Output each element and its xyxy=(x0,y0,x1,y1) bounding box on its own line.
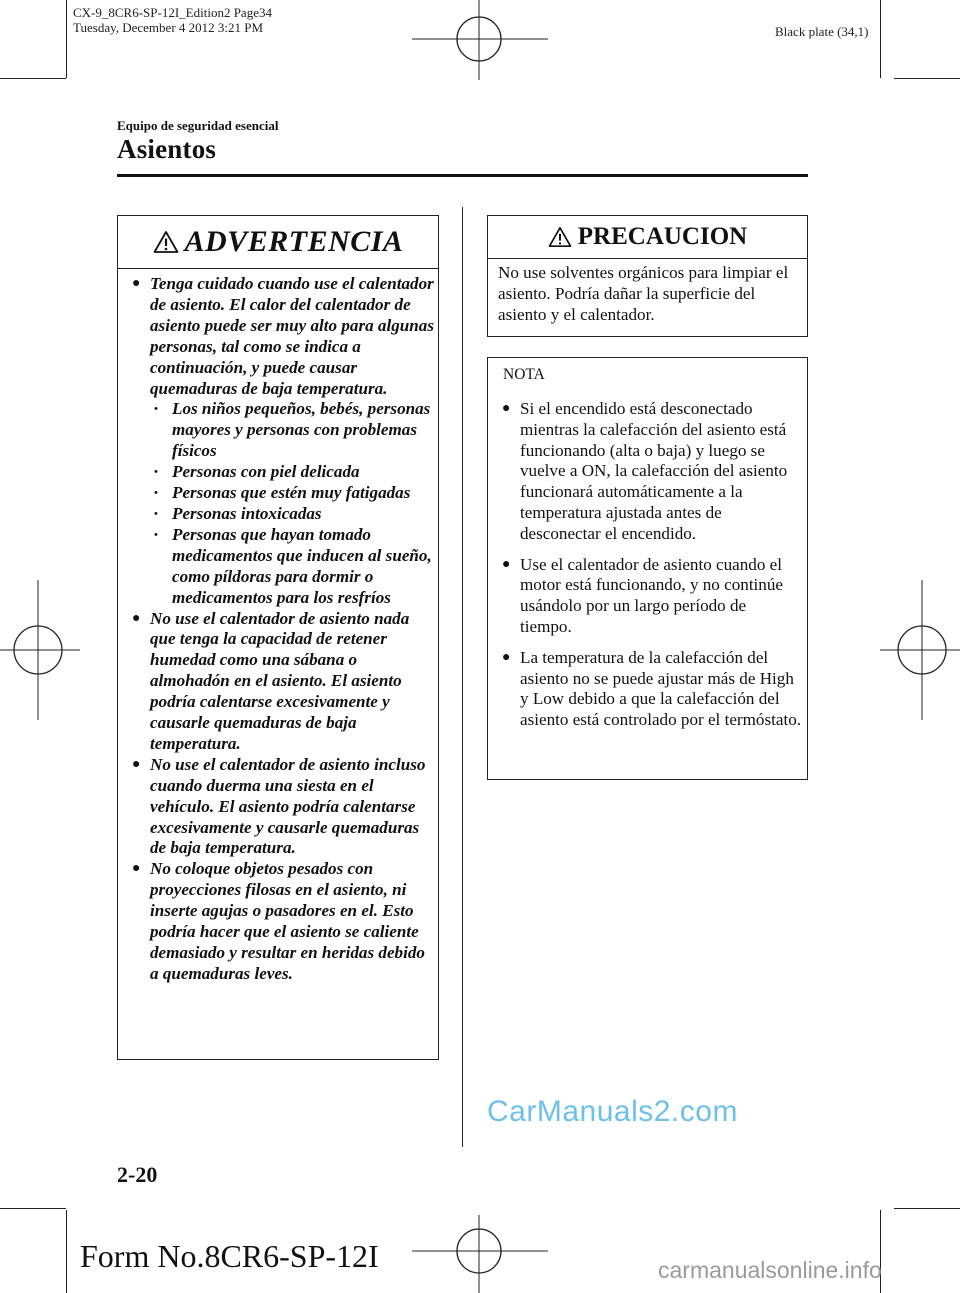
bullet-icon: ● xyxy=(502,556,511,572)
caution-header xyxy=(488,216,807,259)
registration-mark-icon xyxy=(0,580,80,720)
note-box xyxy=(487,357,808,780)
crop-mark xyxy=(894,1208,960,1209)
registration-mark-icon xyxy=(412,0,548,80)
bullet-icon: ● xyxy=(132,610,141,626)
bullet-icon: ● xyxy=(132,276,141,291)
caution-title: PRECAUCION xyxy=(577,223,748,250)
list-item: ● No coloque objetos pesados con proyecciones filosas en el asiento, ni inserte agujas o pasadores en el. Esto podría hacer que el asiento se caliente demasiado y resultar en heridas debido a quemaduras leves. xyxy=(132,859,425,983)
list-item: ● Use el calentador de asiento cuando el motor está funcionando, y no continúe usándolo por un largo período de tiempo. xyxy=(502,554,783,636)
list-item: ● No use el calentador de asiento nada que tenga la capacidad de retener humedad como una sábana o almohadón en el asiento. El asiento podría calentarse excesivamente y causarle quemaduras de baja temperatura. xyxy=(132,608,410,753)
list-item: ● La temperatura de la calefacción del asiento no se puede ajustar más de High y Low debido a que la calefacción del asiento está controlado por el termóstato. xyxy=(502,647,802,730)
bullet-icon: • xyxy=(154,507,158,520)
sub-list-item: • Personas que estén muy fatigadas xyxy=(154,483,411,503)
caution-text: No use solventes orgánicos para limpiar el asiento. Podría dañar la superficie del asiento y el calentador. xyxy=(498,263,789,324)
form-number: Form No.8CR6-SP-12I xyxy=(80,1238,379,1274)
warning-triangle-icon xyxy=(548,226,572,248)
list-item: ● No use el calentador de asiento incluso cuando duerma una siesta en el vehículo. El asiento podría calentarse excesivamente y causarle quemaduras de baja temperatura. xyxy=(132,754,426,858)
sub-list-item: • Personas intoxicadas xyxy=(154,503,322,523)
warning-box xyxy=(117,215,439,1060)
plate-label: Black plate (34,1) xyxy=(775,24,869,39)
sub-list-item: • Los niños pequeños, bebés, personas mayores y personas con problemas físicos xyxy=(154,399,431,461)
note-list xyxy=(498,399,801,741)
crop-mark xyxy=(0,78,66,79)
note-title: NOTA xyxy=(503,366,545,383)
sub-list-item: • Personas con piel delicada xyxy=(154,462,360,482)
file-date: Tuesday, December 4 2012 3:21 PM xyxy=(73,20,264,35)
bullet-icon: ● xyxy=(502,649,511,665)
bullet-icon: ● xyxy=(502,401,511,416)
warning-triangle-icon xyxy=(153,230,179,254)
file-name: CX-9_8CR6-SP-12I_Edition2 Page34 xyxy=(73,5,272,20)
section-label: Equipo de seguridad esencial xyxy=(117,118,279,133)
column-divider xyxy=(462,207,463,1147)
bullet-icon: ● xyxy=(132,756,141,772)
page-number: 2-20 xyxy=(117,1162,158,1187)
crop-mark xyxy=(880,0,881,78)
title-rule xyxy=(117,174,808,177)
crop-mark xyxy=(66,1210,67,1293)
watermark: CarManuals2.com xyxy=(487,1095,738,1128)
page-title: Asientos xyxy=(117,134,217,164)
bullet-icon: • xyxy=(154,466,158,479)
sub-list xyxy=(150,399,434,608)
site-footer: carmanualsonline.info xyxy=(658,1257,882,1283)
caution-box xyxy=(487,215,808,337)
crop-mark xyxy=(0,1208,66,1209)
file-info xyxy=(73,5,272,35)
list-item: ● Tenga cuidado cuando use el calentador de asiento. El calor del calentador de asiento puede ser muy alto para algunas personas, tal como se indica a continuación, y puede causar quemaduras de baja temperatura. • Los niños pequeños, bebés, personas mayores y personas con problemas físicos • Personas con piel delicada • Personas que estén muy fatigadas • Personas intoxicadas • Personas que hayan tomado medicamentos que inducen al sueño, como píldoras para dormir o medicamentos para los resfríos xyxy=(128,274,434,609)
bullet-icon: • xyxy=(154,487,158,500)
sub-list-item: • Personas que hayan tomado medicamentos que inducen al sueño, como píldoras para dormir o medicamentos para los resfríos xyxy=(154,524,432,607)
registration-mark-icon xyxy=(880,580,960,720)
warning-title: ADVERTENCIA xyxy=(184,225,404,258)
bullet-icon: • xyxy=(154,528,158,541)
crop-mark xyxy=(66,0,67,78)
bullet-icon: ● xyxy=(132,861,141,877)
warning-list xyxy=(128,274,434,985)
bullet-icon: • xyxy=(154,403,158,416)
warning-header xyxy=(118,216,438,269)
registration-mark-icon xyxy=(412,1215,548,1293)
list-item: ● Si el encendido está desconectado mientras la calefacción del asiento está funcionando (alta o baja) y luego se vuelve a ON, la calefacción del asiento funcionará automáticamente a la temperatura ajustada antes de desconectar el encendido. xyxy=(502,399,788,543)
crop-mark xyxy=(894,78,960,79)
